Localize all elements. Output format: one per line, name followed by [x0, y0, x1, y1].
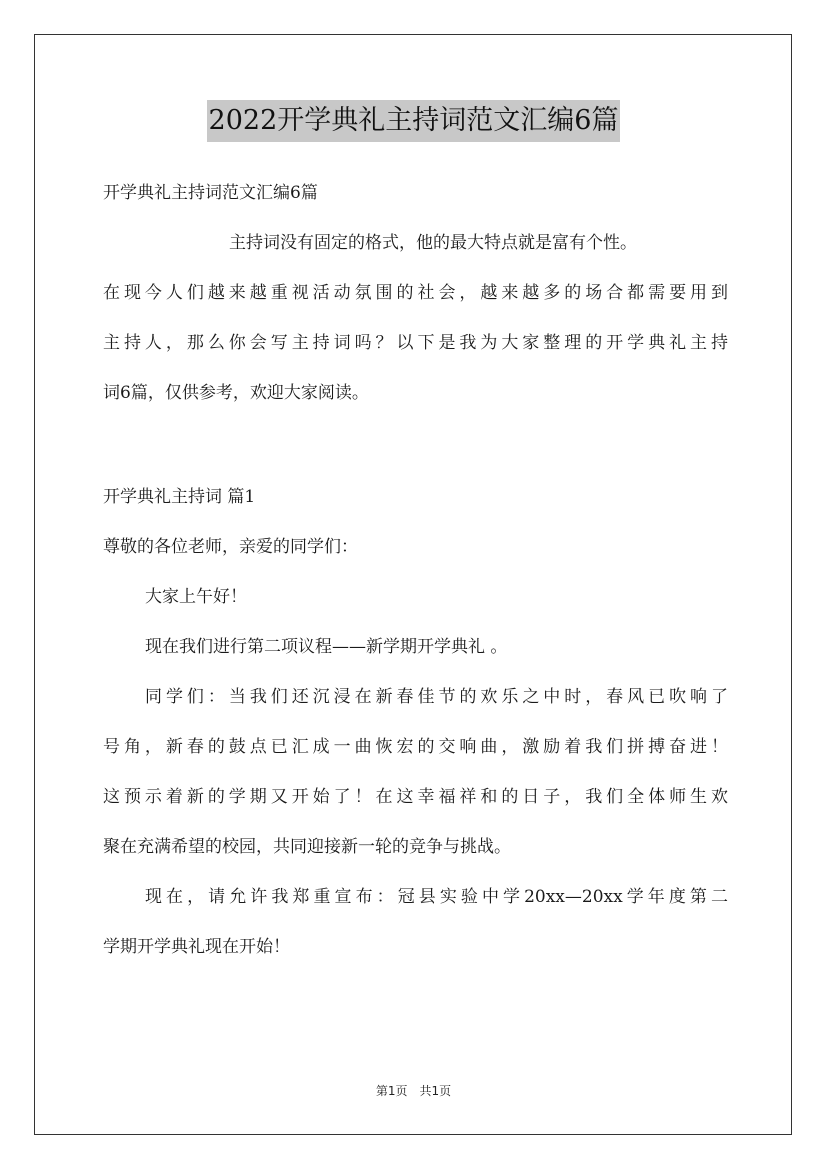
paragraph-2-line-2: 学期开学典礼现在开始！	[103, 937, 290, 957]
paragraph-1-line-2: 号角，新春的鼓点已汇成一曲恢宏的交响曲，激励着我们拼搏奋进！	[103, 737, 728, 757]
paragraph-2-line-1: 现在，请允许我郑重宣布：冠县实验中学20xx—20xx学年度第二	[145, 887, 728, 907]
agenda-line: 现在我们进行第二项议程——新学期开学典礼 。	[145, 637, 508, 657]
intro-line-3: 主持人，那么你会写主持词吗？以下是我为大家整理的开学典礼主持	[103, 333, 728, 353]
section-heading: 开学典礼主持词 篇1	[103, 487, 256, 507]
page-footer	[0, 1082, 827, 1099]
section-spacer	[103, 422, 728, 476]
salutation: 尊敬的各位老师，亲爱的同学们：	[103, 537, 358, 557]
intro-line-4: 词6篇，仅供参考，欢迎大家阅读。	[103, 383, 369, 403]
paragraph-1-line-1: 同学们：当我们还沉浸在新春佳节的欢乐之中时，春风已吹响了	[145, 687, 728, 707]
page-number-total: 共1页	[419, 1084, 452, 1098]
paragraph-1-line-4: 聚在充满希望的校园，共同迎接新一轮的竞争与挑战。	[103, 837, 511, 857]
document-body	[103, 172, 728, 976]
page-number-current: 第1页	[375, 1084, 408, 1098]
intro-line-2: 在现今人们越来越重视活动氛围的社会，越来越多的场合都需要用到	[103, 283, 728, 303]
paragraph-1-line-3: 这预示着新的学期又开始了！在这幸福祥和的日子，我们全体师生欢	[103, 787, 728, 807]
intro-line-1: 主持词没有固定的格式，他的最大特点就是富有个性。	[229, 233, 637, 253]
document-title-text: 2022开学典礼主持词范文汇编6篇	[207, 100, 621, 142]
greeting: 大家上午好！	[145, 587, 247, 607]
document-subtitle: 开学典礼主持词范文汇编6篇	[103, 183, 318, 203]
document-title	[0, 100, 827, 142]
